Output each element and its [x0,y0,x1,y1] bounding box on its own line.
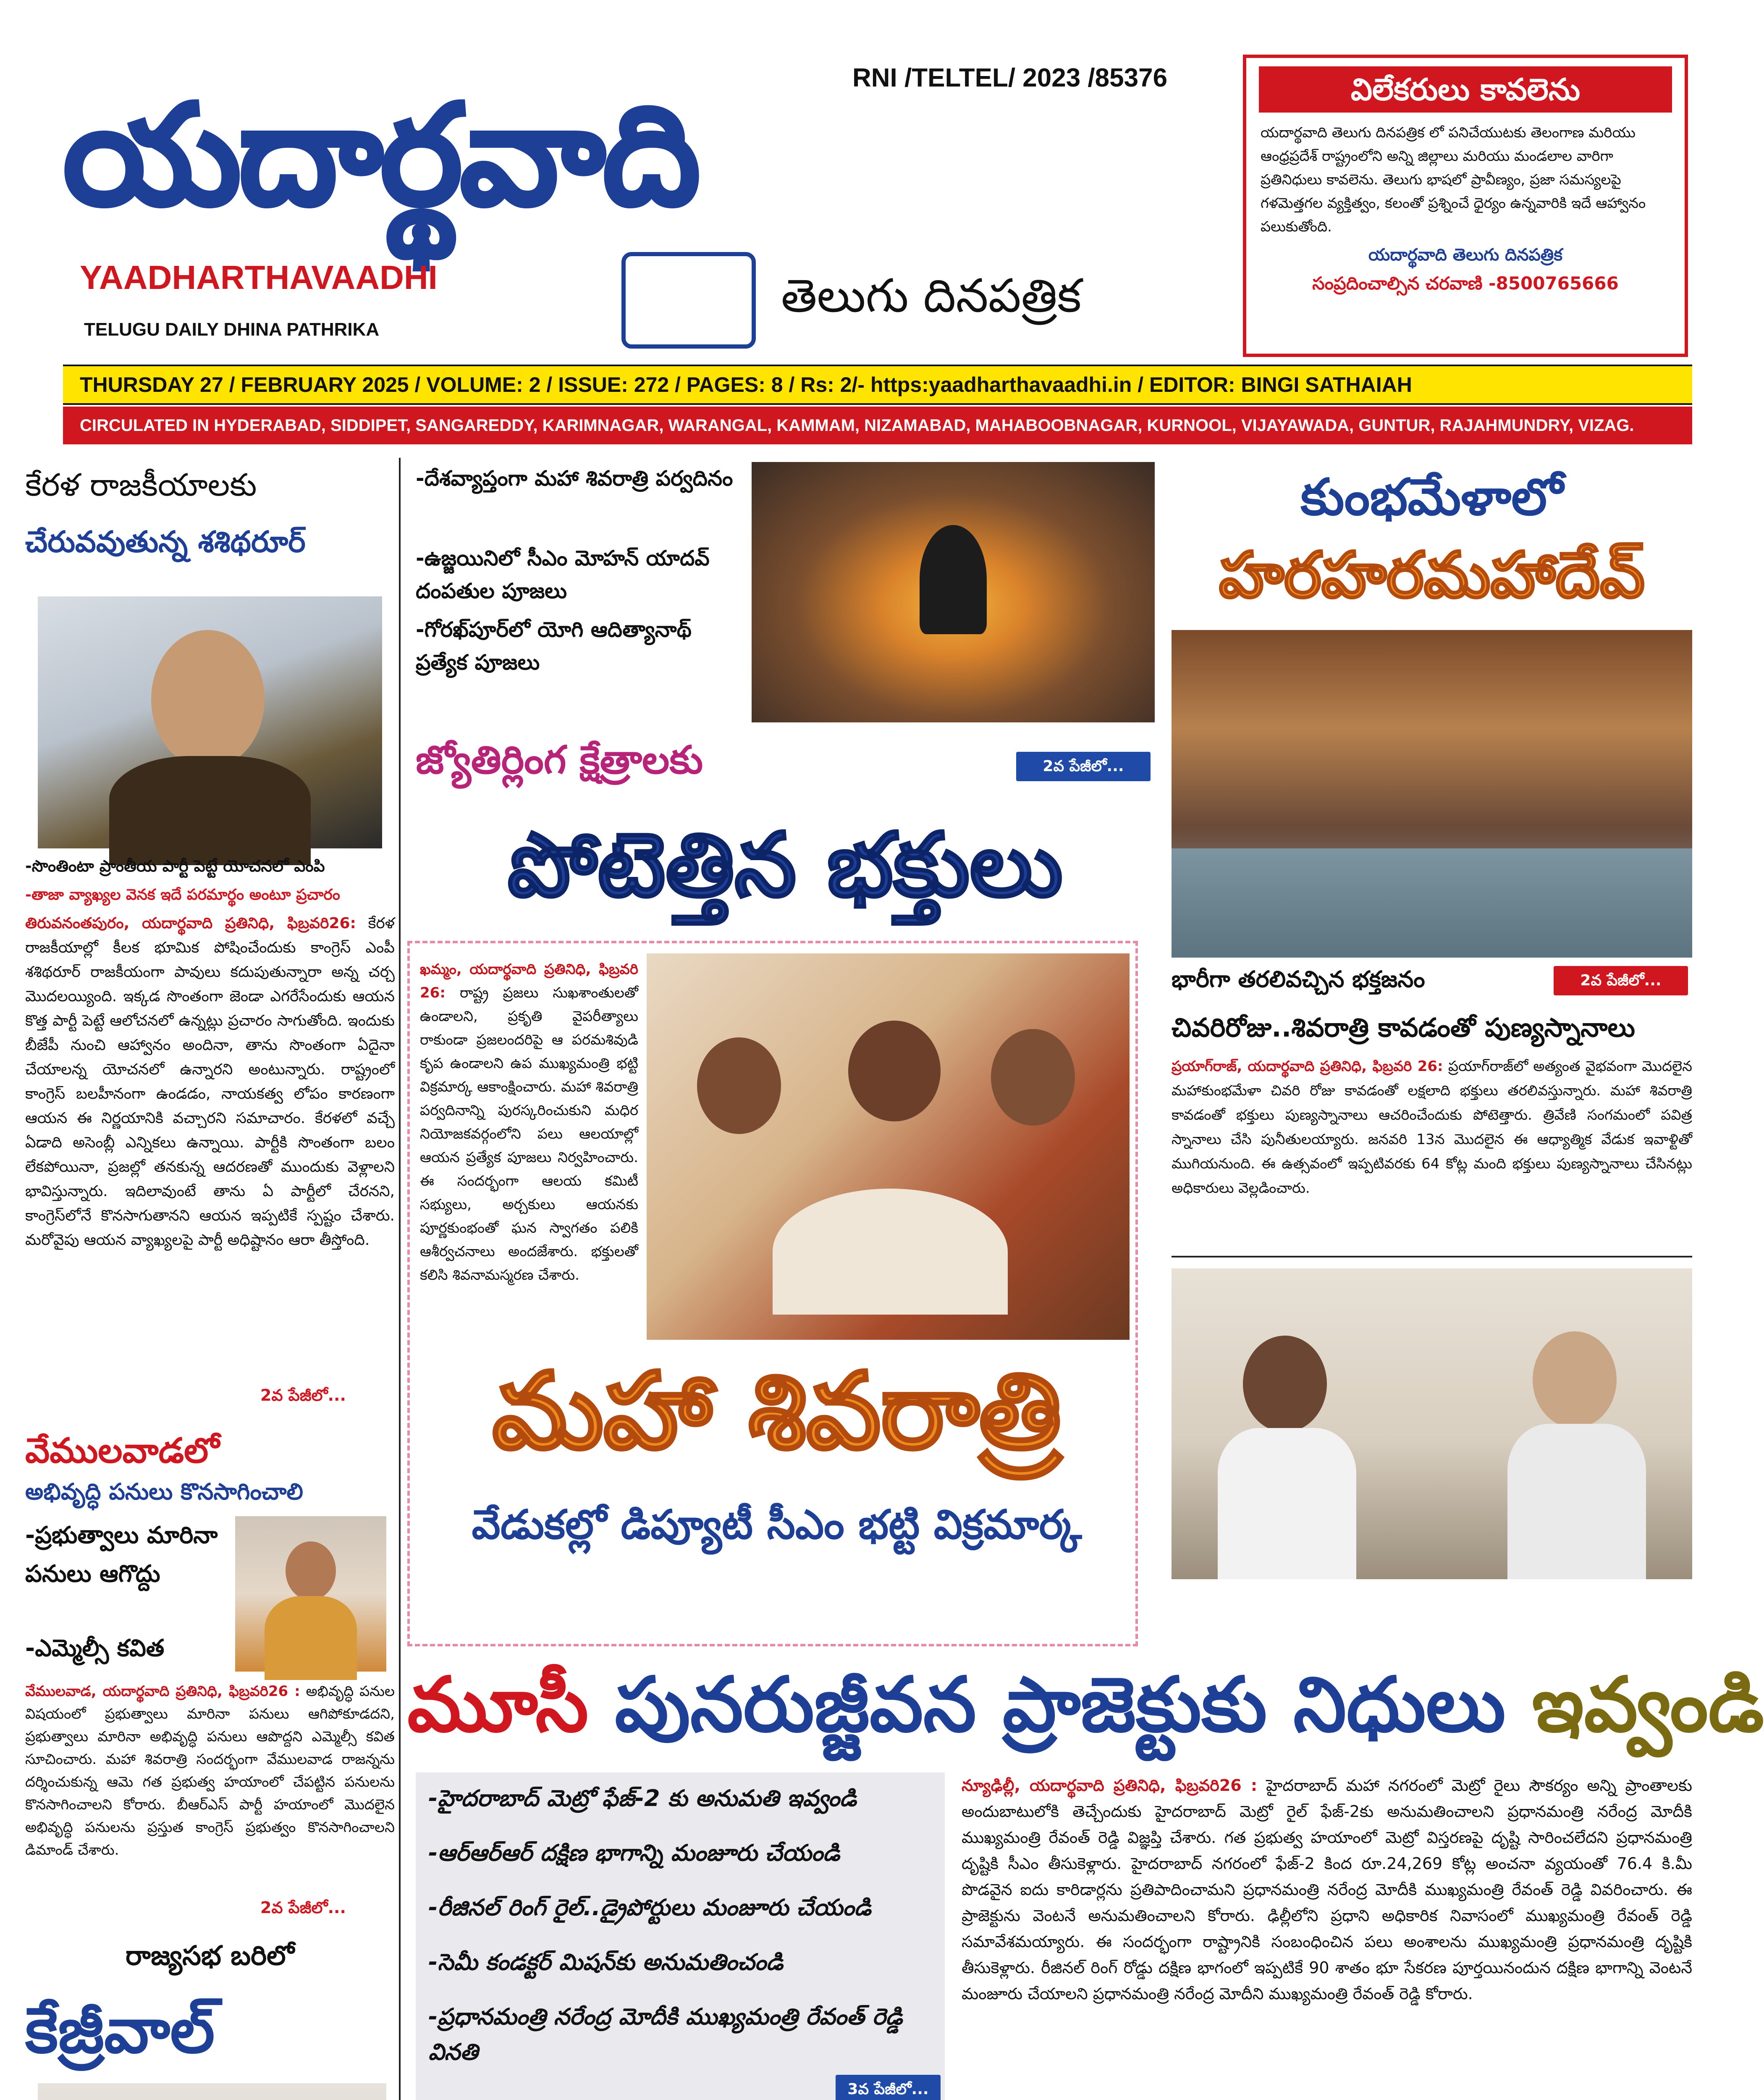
tharoor-body: కేరళ రాజకీయాల్లో కీలక భూమిక పోషించేందుకు కాంగ్రెస్ ఎంపీ శశిథరూర్ రాజకీయంగా పావులు కదుపుతున్నారా అన్న చర్చ మొదలయ్యింది. ఇక్కడ సొంతంగా జెండా ఎగరేసేందుకు ఆయన కొత్త పార్టీ పెట్టే ఆలోచనలో ఉన్నట్లు ప్రచారం సాగుతోంది. ఇందుకు బీజేపీ నుంచి ఆహ్వానం అందినా, తాను సొంతంగా ఏదైనా చేయాలన్న యోచనలో ఉన్నారని అంటున్నారు. రాష్ట్రంలో కాంగ్రెస్ బలహీనంగా ఉండడం, నాయకత్వ లోపం కారణంగా ఆయన ఈ నిర్ణయానికి వచ్చారని సమాచారం. కేరళలో వచ్చే ఏడాది అసెంబ్లీ ఎన్నికలు ఉన్నాయి. పార్టీకి సొంతంగా బలం లేకపోయినా, ప్రజల్లో తనకున్న ఆదరణతో ముందుకు వెళ్లాలని భావిస్తున్నారు. ఇదిలావుంటే తాను ఏ పార్టీలో చేరనని, కాంగ్రెస్‌లోనే కొనసాగుతానని ఆయన ఇప్పటికే స్పష్టం చేశారు. మరోవైపు ఆయన వ్యాఖ్యలపై పార్టీ అధిష్టానం ఆరా తీస్తోంది. [25,915,395,1249]
tharoor-photo [38,596,382,848]
kumbh-subhead: చివరిరోజు..శివరాత్రి కావడంతో పుణ్యస్నానాలు [1172,1012,1635,1043]
jyotirlinga-headline: పోటెత్తిన భక్తులు [508,814,1063,916]
musi-bullet-5: -ప్రధానమంత్రి నరేంద్ర మోదీకి ముఖ్యమంత్రి రేవంత్ రెడ్డి వినతి [428,2003,903,2065]
kumbh-headline-2: హరహరమహాదేవ్ [1219,539,1645,612]
shivaratri-bullet-1: -దేశవ్యాప్తంగా మహా శివరాత్రి పర్వదినం [416,466,733,491]
circulation-bar-text: CIRCULATED IN HYDERABAD, SIDDIPET, SANGAREDDY, KARIMNAGAR, WARANGAL, KAMMAM, NIZAMABAD, MAHABOOBNAGAR, KURNOOL, VIJAYAWADA, GUNTUR, RAJAHMUNDRY, VIZAG. [80,416,1634,435]
reporters-wanted-body: యదార్థవాది తెలుగు దినపత్రిక లో పనిచేయుటకు తెలంగాణ మరియు ఆంధ్రప్రదేశ్ రాష్ట్రంలోని అన్ని జిల్లాలు మరియు మండలాల వారిగా ప్రతినిధులు కావలెను. తెలుగు భాషలో ప్రావీణ్యం, ప్రజా సమస్యలపై గళమెత్తగల వ్యక్తిత్వం, కలంతో ప్రశ్నించే ధైర్యం ఉన్నవారికి ఇదే ఆహ్వానం పలుకుతోంది. [1261,124,1646,235]
reporters-wanted-sign: యదార్థవాది తెలుగు దినపత్రిక [1368,245,1563,265]
musi-bullet-3: -రీజినల్ రింగ్ రైల్..డ్రైపోర్టులు మంజూరు చేయండి [428,1894,871,1921]
kejriwal-photo [38,2083,386,2100]
musi-bullet-4: -సెమీ కండక్టర్ మిషన్‌కు అనుమతించండి [428,1949,783,1975]
masthead-tagline: తెలుగు దినపత్రిక [781,269,1082,323]
bhatti-dateline: ఖమ్మం, యదార్థవాది ప్రతినిధి, ఫిబ్రవరి 26: [420,961,638,1001]
kumbh-bottom-rule [1172,1256,1692,1257]
tharoor-dateline: తిరువనంతపురం, యదార్థవాది ప్రతినిధి, ఫిబ్రవరి26: [25,915,356,932]
musi-story [962,1772,1692,2100]
vemulawada-dateline: వేములవాడ, యదార్థవాది ప్రతినిధి, ఫిబ్రవరి26 : [25,1683,300,1700]
reporters-wanted-title: విలేకరులు కావలెను [1259,66,1672,113]
column-rule [399,458,401,2100]
kumbh-caption: భారీగా తరలివచ్చిన భక్తజనం [1172,966,1425,992]
musi-bullet-2: -ఆర్ఆర్ఆర్ దక్షిణ భాగాన్ని మంజూరు చేయండి [428,1840,840,1866]
tharoor-subhead: -తాజా వ్యాఖ్యల వెనక ఇదే పరమార్థం అంటూ ప్రచారం [25,886,341,903]
kumbh-body: ప్రయాగ్‌రాజ్‌లో అత్యంత వైభవంగా మొదలైన మహాకుంభమేళా చివరి రోజు కావడంతో లక్షలాది భక్తులు తరలివస్తున్నారు. మహా శివరాత్రి కావడంతో భక్తులు పుణ్యస్నానాలు ఆచరించేందుకు పోటెత్తారు. త్రివేణి సంగమంలో పవిత్ర స్నానాలు చేసి పునీతులయ్యారు. జనవరి 13న మొదలైన ఈ ఆధ్యాత్మిక వేడుక ఇవాళ్టితో ముగియనుంది. ఈ ఉత్సవంలో ఇప్పటివరకు 64 కోట్ల మంది భక్తులు పుణ్యస్నానాలు చేసినట్లు అధికారులు వెల్లడించారు. [1172,1058,1692,1197]
reporters-wanted-ad [1243,55,1688,357]
masthead-english-title: YAADHARTHAVAADHI [80,259,438,296]
musi-continued[interactable]: 3వ పేజీలో... [836,2075,941,2100]
tharoor-headline: చేరువవుతున్న శశిథరూర్ [25,525,306,559]
info-bar-text: THURSDAY 27 / FEBRUARY 2025 / VOLUME: 2 / ISSUE: 272 / PAGES: 8 / Rs: 2/- https:yaadharthavaadhi.in / EDITOR: BINGI SATHAIAH [80,373,1412,396]
vemulawada-story [25,1680,395,1898]
musi-dateline: న్యూఢిల్లీ, యదార్థవాది ప్రతినిధి, ఫిబ్రవరి26 : [962,1776,1258,1795]
bhatti-subhead: వేడుకల్లో డిప్యూటీ సీఎం భట్టి విక్రమార్క [472,1501,1082,1548]
kumbh-crowd-photo [1172,630,1692,958]
bhatti-body: రాష్ట్ర ప్రజలు సుఖశాంతులతో ఉండాలని, ప్రకృతి వైపరీత్యాలు రాకుండా ప్రజలందరిపై ఆ పరమశివుడి కృప ఉండాలని ఉప ముఖ్యమంత్రి భట్టి విక్రమార్క ఆకాంక్షించారు. మహా శివరాత్రి పర్వదినాన్ని పురస్కరించుకుని మధిర నియోజకవర్గంలోని పలు ఆలయాల్లో ఆయన ప్రత్యేక పూజలు నిర్వహించారు. ఈ సందర్భంగా ఆలయ కమిటీ సభ్యులు, అర్చకులు ఆయనకు పూర్ణకుంభంతో ఘన స్వాగతం పలికి ఆశీర్వచనాలు అందజేశారు. భక్తులతో కలిసి శివనామస్మరణ చేశారు. [420,984,638,1284]
vemulawada-body: అభివృద్ధి పనుల విషయంలో ప్రభుత్వాలు మారినా పనులు ఆగిపోకూడదని, ప్రభుత్వాలు మారినా అభివృద్ధి పనులు ఆపొద్దని ఎమ్మెల్సీ కవిత సూచించారు. మహా శివరాత్రి సందర్భంగా వేములవాడ రాజన్నను దర్శించుకున్న ఆమె గత ప్రభుత్వ హయాంలో చేపట్టిన పనులను కొనసాగించాలని కోరారు. బీఆర్ఎస్ పార్టీ హయాంలో మొదలైన అభివృద్ధి పనులను ప్రస్తుత కాంగ్రెస్ ప్రభుత్వం కొనసాగించాలని డిమాండ్ చేశారు. [25,1683,395,1858]
musi-headline-part1: మూసీ [407,1661,589,1749]
musi-body: హైదరాబాద్ మహా నగరంలో మెట్రో రైలు సౌకర్యం అన్ని ప్రాంతాలకు అందుబాటులోకి తెచ్చేందుకు హైదరాబాద్ మెట్రో రైల్ ఫేజ్-2కు అనుమతించాలని ప్రధానమంత్రి నరేంద్ర మోదీకి ముఖ్యమంత్రి రేవంత్ రెడ్డి విజ్ఞప్తి చేశారు. గత ప్రభుత్వ హయాంలో మెట్రో విస్తరణపై దృష్టి సారించలేదని ప్రధానమంత్రి దృష్టికి సీఎం తీసుకెళ్లారు. హైదరాబాద్ నగరంలో ఫేజ్-2 కింద రూ.24,269 కోట్ల అంచనా వ్యయంతో 76.4 కి.మీ పొడవైన ఐదు కారిడార్లను ప్రతిపాదించామని ప్రధానమంత్రి నరేంద్ర మోదీకి ముఖ్యమంత్రి రేవంత్ రెడ్డి వివరించారు. ఈ ప్రాజెక్టును వెంటనే అనుమతించాలని కోరారు. ఢిల్లీలోని ప్రధాని అధికారిక నివాసంలో ముఖ్యమంత్రి రేవంత్ రెడ్డి సమావేశమయ్యారు. ఈ సందర్భంగా రాష్ట్రానికి సంబంధించిన పలు అంశాలను ముఖ్యమంత్రి ప్రధానమంత్రి దృష్టికి తీసుకెళ్లారు. రీజినల్ రింగ్ రోడ్డు దక్షిణ భాగంలో ఇప్పటికే 90 శాతం భూ సేకరణ పూర్తయినందున దక్షిణ భాగాన్ని వెంటనే మంజూరు చేయాలని ప్రధానమంత్రి నరేంద్ర మోదీని ముఖ్యమంత్రి రేవంత్ రెడ్డి కోరారు. [962,1776,1692,2003]
bhatti-puja-photo [647,953,1130,1340]
vemulawada-continued[interactable]: 2వ పేజీలో... [260,1898,346,1917]
masthead-english-tagline: TELUGU DAILY DHINA PATHRIKA [84,319,380,340]
vemulawada-bullet-2: -ఎమ్మెల్సీ కవిత [25,1635,165,1662]
tharoor-caption: -సొంతింటా ప్రాంతీయ పార్టీ పెట్టే యోచనలో ఎంపి [25,857,325,875]
masthead-logo [63,63,777,256]
jyotirlinga-kicker: జ్యోతిర్లింగ క్షేత్రాలకు [416,738,703,782]
revanth-modi-photo [1172,1268,1692,1579]
tharoor-kicker: కేరళ రాజకీయాలకు [25,467,257,503]
shivaratri-continued[interactable]: 2వ పేజీలో... [1016,752,1151,781]
kumbh-dateline: ప్రయాగ్‌రాజ్, యదార్థవాది ప్రతినిధి, ఫిబ్రవరి 26: [1172,1058,1443,1075]
kumbh-headline-1: కుంభమేళాలో [1300,468,1563,527]
musi-headline-part2: పునరుజ్జీవన ప్రాజెక్టుకు నిధులు [615,1661,1506,1749]
kavitha-photo [235,1516,386,1672]
kumbh-continued[interactable]: 2వ పేజీలో... [1554,966,1688,995]
masthead-emblem [621,252,756,349]
kumbh-story [1172,1054,1692,1256]
vemulawada-kicker: వేములవాడలో [25,1431,220,1471]
reporters-wanted-contact: సంప్రదించాల్సిన చరవాణి -8500765666 [1312,273,1619,294]
musi-bullet-1: -హైదరాబాద్ మెట్రో ఫేజ్-2 కు అనుమతి ఇవ్వండి [428,1785,857,1811]
rni-number: RNI /TELTEL/ 2023 /85376 [852,63,1168,92]
bhatti-story [420,958,638,1336]
shivaratri-bullet-2: -ఉజ్జయినిలో సీఎం మోహన్ యాదవ్ దంపతుల పూజలు [416,546,710,603]
shivalinga-photo [752,462,1155,722]
musi-headline-part3: ఇవ్వండి [1532,1661,1764,1749]
shivaratri-bullet-3: -గోరఖ్‌పూర్‌లో యోగి ఆదిత్యానాథ్ ప్రత్యేక పూజలు [416,617,692,675]
kejriwal-kicker: రాజ్యసభ బరిలో [126,1940,294,1971]
bhatti-headline: మహా శివరాత్రి [492,1350,1062,1472]
vemulawada-bullet-1: -ప్రభుత్వాలు మారినా పనులు ఆగొద్దు [25,1522,218,1588]
circulation-bar [63,407,1692,444]
tharoor-continued[interactable]: 2వ పేజీలో... [260,1386,346,1404]
tharoor-story [25,911,395,1386]
masthead-title: యదార్థవాది [63,75,698,236]
vemulawada-headline: అభివృద్ధి పనులు కొనసాగించాలి [25,1478,304,1505]
info-bar [63,365,1692,405]
musi-headline [407,1659,1764,1751]
kejriwal-headline: కేజ్రీవాల్ [25,1994,215,2067]
